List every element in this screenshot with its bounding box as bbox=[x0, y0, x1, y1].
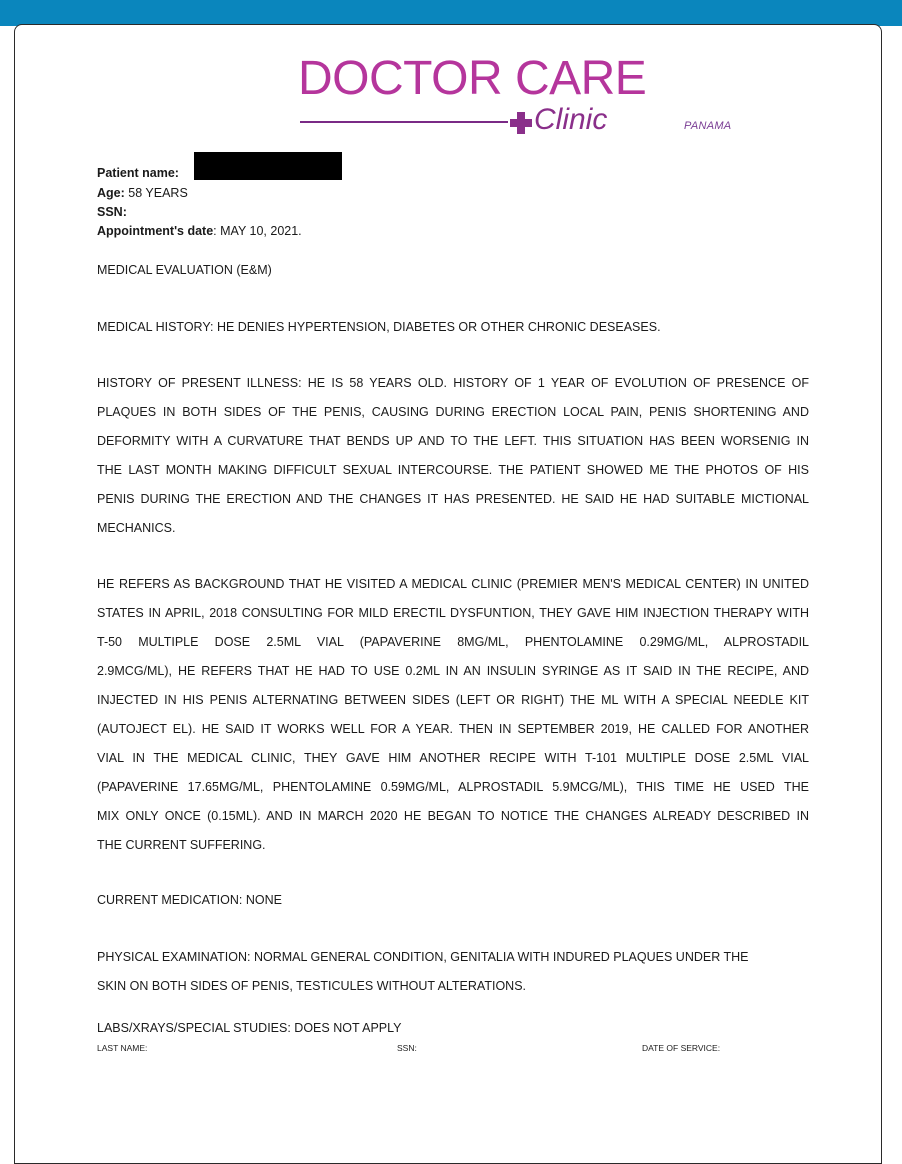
top-bar bbox=[0, 0, 902, 26]
footer-date-of-service: DATE OF SERVICE: bbox=[642, 1043, 721, 1053]
logo-title: DOCTOR CARE bbox=[298, 52, 647, 105]
paragraph-line: DEFORMITY WITH A CURVATURE THAT BENDS UP AND TO THE LEFT. THIS SITUATION HAS BEEN WORSENIG IN bbox=[97, 434, 809, 448]
background-paragraph bbox=[97, 570, 809, 860]
paragraph-line: 2.9MCG/ML), HE REFERS THAT HE HAD TO USE 0.2ML IN AN INSULIN SYRINGE AS IT SAID IN THE RECIPE, AND bbox=[97, 664, 809, 678]
redacted-name bbox=[194, 152, 342, 180]
present-illness-paragraph bbox=[97, 369, 809, 543]
paragraph-line: SKIN ON BOTH SIDES OF PENIS, TESTICULES WITHOUT ALTERATIONS. bbox=[97, 979, 527, 993]
paragraph-line: THE CURRENT SUFFERING. bbox=[97, 838, 266, 852]
paragraph-line: T-50 MULTIPLE DOSE 2.5ML VIAL (PAPAVERINE 8MG/ML, PHENTOLAMINE 0.29MG/ML, ALPROSTADIL bbox=[97, 635, 809, 649]
paragraph-line: PHYSICAL EXAMINATION: NORMAL GENERAL CONDITION, GENITALIA WITH INDURED PLAQUES UNDER THE bbox=[97, 950, 749, 964]
age-label: Age: bbox=[97, 186, 125, 200]
paragraph-line: HE REFERS AS BACKGROUND THAT HE VISITED A MEDICAL CLINIC (PREMIER MEN'S MEDICAL CENTER) IN UNITED bbox=[97, 577, 809, 591]
logo-underline bbox=[300, 121, 508, 123]
paragraph-line: HISTORY OF PRESENT ILLNESS: HE IS 58 YEARS OLD. HISTORY OF 1 YEAR OF EVOLUTION OF PRESENCE OF bbox=[97, 376, 809, 390]
appointment-line bbox=[97, 224, 302, 238]
clinic-location: PANAMA bbox=[684, 120, 732, 132]
logo-subtitle: Clinic bbox=[534, 103, 608, 136]
age-value: 58 YEARS bbox=[128, 186, 188, 200]
appointment-value: : MAY 10, 2021. bbox=[213, 224, 302, 238]
paragraph-line: VIAL IN THE MEDICAL CLINIC, THEY GAVE HIM ANOTHER RECIPE WITH T-101 MULTIPLE DOSE 2.5ML VIAL bbox=[97, 751, 809, 765]
clinic-logo bbox=[296, 52, 647, 140]
current-medication: CURRENT MEDICATION: NONE bbox=[97, 893, 282, 907]
paragraph-line: PLAQUES IN BOTH SIDES OF THE PENIS, CAUSING DURING ERECTION LOCAL PAIN, PENIS SHORTENING AND bbox=[97, 405, 809, 419]
ssn-label: SSN: bbox=[97, 205, 127, 219]
labs-studies: LABS/XRAYS/SPECIAL STUDIES: DOES NOT APPLY bbox=[97, 1021, 402, 1035]
footer-ssn: SSN: bbox=[397, 1043, 417, 1053]
paragraph-line: MECHANICS. bbox=[97, 521, 176, 535]
appointment-label: Appointment's date bbox=[97, 224, 214, 238]
medical-history: MEDICAL HISTORY: HE DENIES HYPERTENSION, DIABETES OR OTHER CHRONIC DESEASES. bbox=[97, 320, 661, 334]
evaluation-heading: MEDICAL EVALUATION (E&M) bbox=[97, 263, 272, 277]
paragraph-line: INJECTED IN HIS PENIS ALTERNATING BETWEEN SIDES (LEFT OR RIGHT) THE ML WITH A SPECIAL NEEDLE KIT bbox=[97, 693, 809, 707]
paragraph-line: (PAPAVERINE 17.65MG/ML, PHENTOLAMINE 0.59MG/ML, ALPROSTADIL 5.9MCG/ML), THIS TIME HE USED THE bbox=[97, 780, 809, 794]
paragraph-line: MIX ONLY ONCE (0.15ML). AND IN MARCH 2020 HE BEGAN TO NOTICE THE CHANGES ALREADY DESCRIBED IN bbox=[97, 809, 809, 823]
paragraph-line: THE LAST MONTH MAKING DIFFICULT SEXUAL INTERCOURSE. THE PATIENT SHOWED ME THE PHOTOS OF HIS bbox=[97, 463, 809, 477]
physical-exam-paragraph bbox=[97, 943, 781, 1001]
paragraph-line: PENIS DURING THE ERECTION AND THE CHANGES IT HAS PRESENTED. HE SAID HE HAD SUITABLE MICTIONAL bbox=[97, 492, 809, 506]
medical-cross-icon bbox=[510, 112, 532, 134]
paragraph-line: (AUTOJECT EL). HE SAID IT WORKS WELL FOR A YEAR. THEN IN SEPTEMBER 2019, HE CALLED FOR ANOTHER bbox=[97, 722, 809, 736]
footer-last-name: LAST NAME: bbox=[97, 1043, 148, 1053]
paragraph-line: STATES IN APRIL, 2018 CONSULTING FOR MILD ERECTIL DYSFUNTION, THEY GAVE HIM INJECTION THERAPY WITH bbox=[97, 606, 809, 620]
patient-name-label: Patient name: bbox=[97, 166, 179, 180]
age-line bbox=[97, 186, 188, 200]
